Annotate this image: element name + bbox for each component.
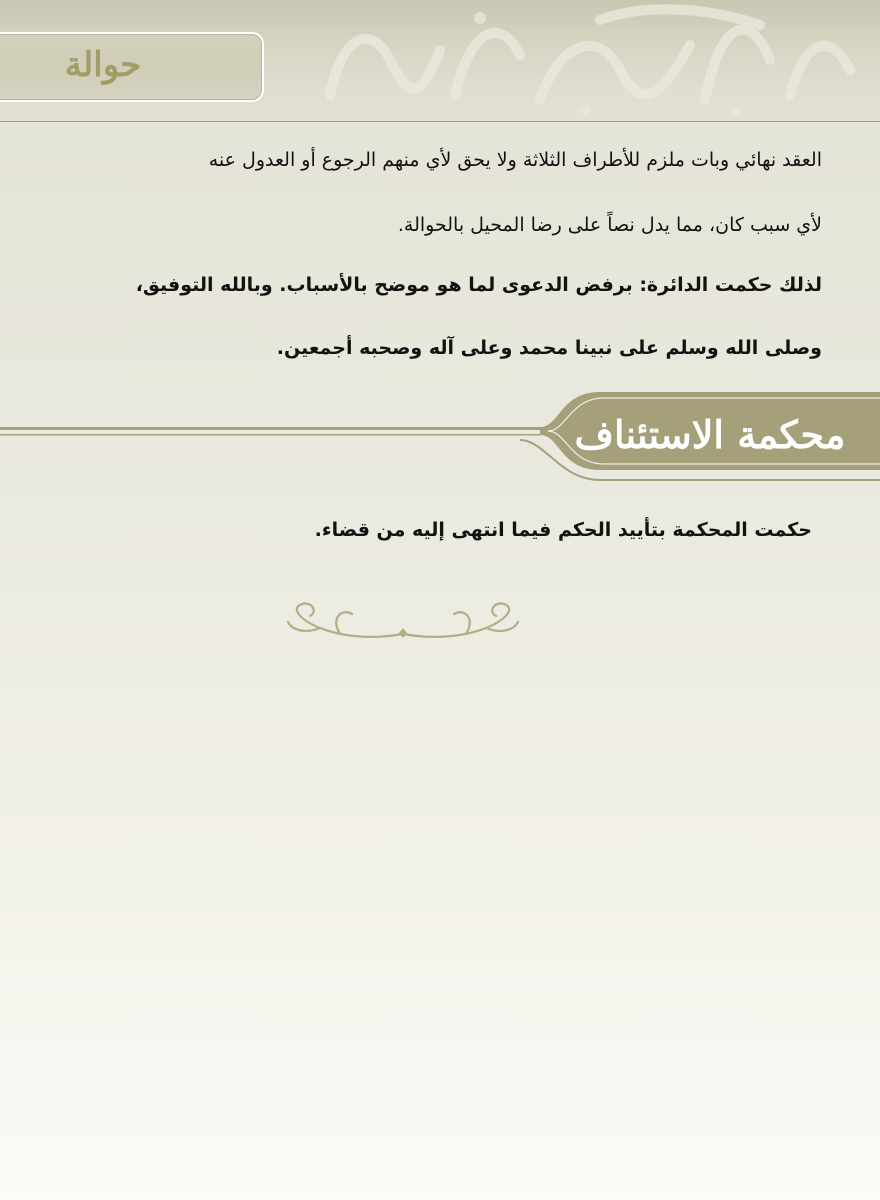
page-title: حوالة [64,45,142,85]
section-title: محكمة الاستئناف [574,412,846,457]
paragraph-line-1: العقد نهائي وبات ملزم للأطراف الثلاثة ولا يحق لأي منهم الرجوع أو العدول عنه [208,149,822,171]
header-band [0,0,880,122]
scroll-ornament-icon [280,598,526,648]
section-paragraph: حكمت المحكمة بتأييد الحكم فيما انتهى إليه من قضاء. [314,519,812,541]
header-divider [0,121,880,122]
paragraph-line-4: وصلى الله وسلم على نبينا محمد وعلى آله وصحبه أجمعين. [276,337,822,359]
paragraph-line-3: لذلك حكمت الدائرة: برفض الدعوى لما هو موضح بالأسباب. وبالله التوفيق، [135,274,822,296]
paragraph-line-2: لأي سبب كان، مما يدل نصاً على رضا المحيل بالحوالة. [397,214,822,236]
